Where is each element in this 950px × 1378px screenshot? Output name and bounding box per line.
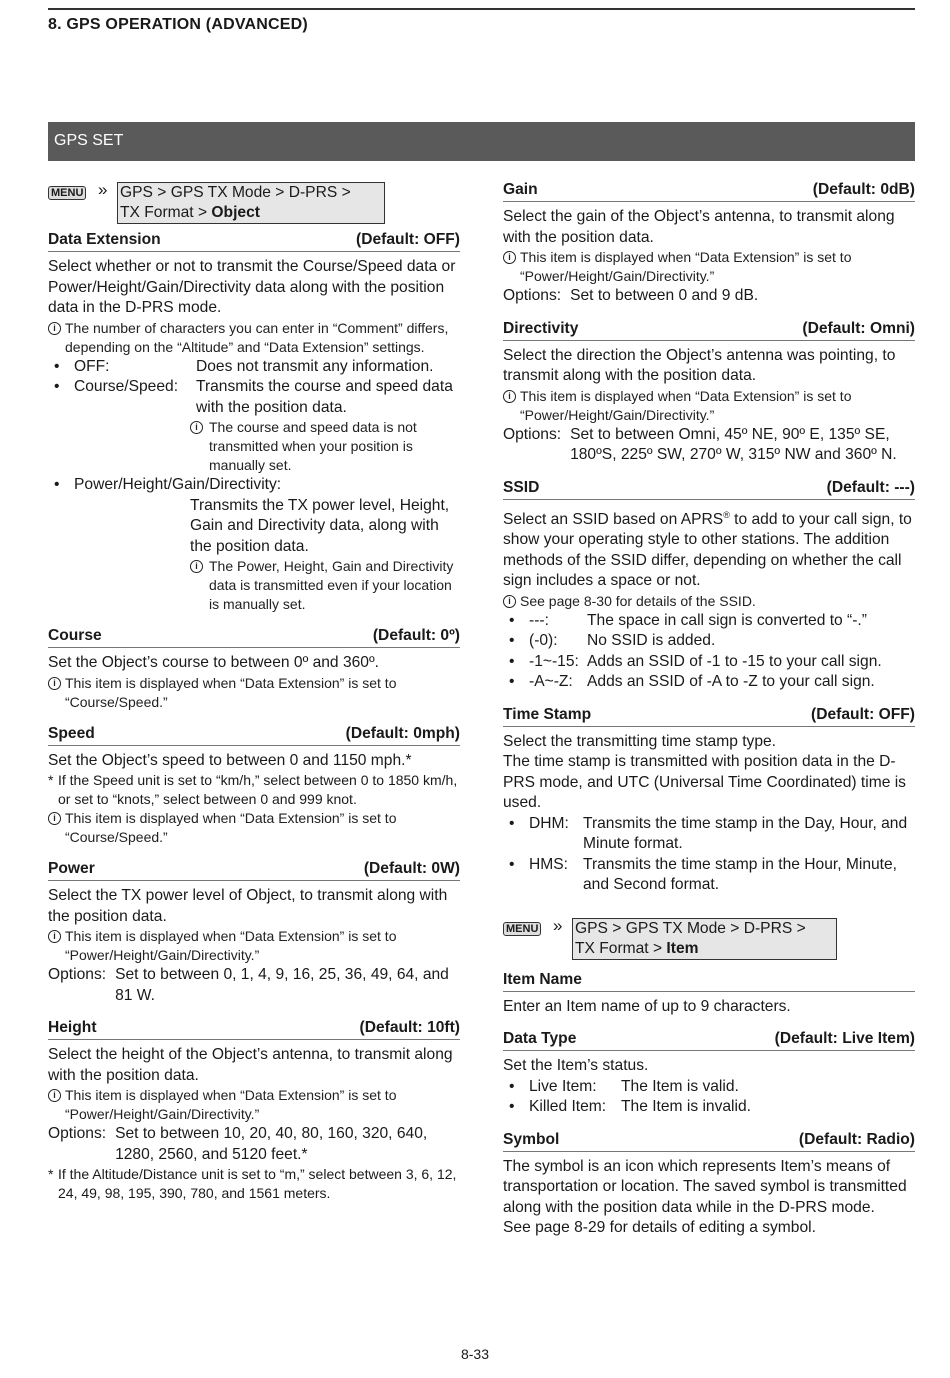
height-heading: Height (Default: 10ft): [48, 1018, 460, 1040]
bullet-icon: •: [54, 476, 60, 493]
bullet-icon: •: [509, 611, 515, 629]
info-icon: i: [48, 930, 61, 943]
menu-path-line1: GPS > GPS TX Mode > D-PRS >: [120, 184, 351, 201]
page-number: 8-33: [460, 1346, 490, 1362]
info-icon: i: [503, 390, 516, 403]
data-extension-heading: Data Extension (Default: OFF): [48, 230, 460, 252]
left-column: [48, 180, 460, 1203]
item-name-body: Enter an Item name of up to 9 characters.: [503, 997, 791, 1015]
power-heading: Power (Default: 0W): [48, 859, 460, 881]
item-name-heading: Item Name: [503, 970, 915, 992]
gain-note: i This item is displayed when “Data Extension” is set to “Power/Height/Gain/Directivity.”: [503, 248, 915, 286]
menu-path-box: GPS > GPS TX Mode > D-PRS > TX Format > Item: [572, 918, 837, 960]
data-type-heading: Data Type (Default: Live Item): [503, 1029, 915, 1051]
power-body: Select the TX power level of Object, to transmit along with the position data.: [48, 887, 448, 925]
directivity-note: i This item is displayed when “Data Extension” is set to “Power/Height/Gain/Directivity.”: [503, 387, 915, 425]
timestamp-heading: Time Stamp (Default: OFF): [503, 705, 915, 727]
symbol-heading: Symbol (Default: Radio): [503, 1130, 915, 1152]
ssid-heading: SSID (Default: ---): [503, 478, 915, 500]
list-item: • Live Item: The Item is valid.: [503, 1077, 915, 1098]
gain-heading: Gain (Default: 0dB): [503, 180, 915, 202]
symbol-body: The symbol is an icon which represents Item’s means of transportation or location. The saved symbol is transmitted along with the position data while in the D-PRS mode.: [503, 1157, 907, 1216]
timestamp-body: Select the transmitting time stamp type.: [503, 732, 777, 750]
directivity-body: Select the direction the Object’s antenna was pointing, to transmit along with the position data.: [503, 346, 896, 384]
power-note: i This item is displayed when “Data Extension” is set to “Power/Height/Gain/Directivity.”: [48, 927, 460, 965]
ssid-note: i See page 8-30 for details of the SSID.: [503, 592, 915, 611]
height-body: Select the height of the Object’s antenna, to transmit along with the position data.: [48, 1046, 453, 1084]
info-icon: i: [503, 251, 516, 264]
list-item: • Course/Speed: Transmits the course and speed data with the position data.: [48, 377, 460, 418]
directivity-options: Options: Set to between Omni, 45º NE, 90º E, 135º SE, 180ºS, 225º SW, 270º W, 315º NW and 360º N.: [503, 425, 897, 463]
list-item: • DHM: Transmits the time stamp in the Day, Hour, and Minute format.: [503, 814, 915, 855]
raquo-icon: »: [553, 915, 563, 935]
directivity-heading: Directivity (Default: Omni): [503, 319, 915, 341]
menu-path-line2: TX Format >: [120, 204, 212, 221]
speed-footnote: * If the Speed unit is set to “km/h,” select between 0 to 1850 km/h, or set to “knots,” select between 0 and 999 knot.: [48, 772, 458, 807]
bullet-icon: •: [509, 1098, 515, 1116]
bullet-icon: •: [509, 652, 515, 670]
course-body: Set the Object’s course to between 0º and 360º.: [48, 654, 379, 671]
height-footnote: * If the Altitude/Distance unit is set to “m,” select between 3, 6, 12, 24, 49, 98, 195, 390, 780, and 1561 meters.: [48, 1166, 457, 1201]
list-item: • ---: The space in call sign is converted to “-.”: [503, 611, 915, 632]
info-icon: i: [48, 812, 61, 825]
menu-path-object: [48, 180, 460, 222]
info-icon: i: [190, 421, 203, 434]
ssid-body: Select an SSID based on APRS® to add to your call sign, to show your operating style to other stations. The addition methods of the SSID differ, depending on whether the call sign includes a space or not.: [503, 509, 912, 590]
info-icon: i: [503, 595, 516, 608]
list-item: • -A~-Z: Adds an SSID of -A to -Z to your call sign.: [503, 672, 915, 693]
speed-body: Set the Object’s speed to between 0 and 1150 mph.*: [48, 751, 412, 769]
list-item: • (-0): No SSID is added.: [503, 631, 915, 652]
course-heading: Course (Default: 0º): [48, 626, 460, 648]
raquo-icon: »: [98, 180, 108, 199]
symbol-body-2: See page 8-29 for details of editing a symbol.: [503, 1219, 816, 1237]
bullet-icon: •: [54, 357, 60, 375]
bullet-icon: •: [54, 378, 60, 395]
list-item: • Power/Height/Gain/Directivity:: [48, 475, 460, 496]
course-speed-note: i The course and speed data is not transmitted when your position is manually set.: [190, 418, 460, 475]
gain-body: Select the gain of the Object’s antenna, to transmit along with the position data.: [503, 208, 895, 246]
power-options: Options: Set to between 0, 1, 4, 9, 16, 25, 36, 49, 64, and 81 W.: [48, 966, 449, 1004]
gain-options: Options: Set to between 0 and 9 dB.: [503, 287, 759, 304]
menu-path-item: [503, 916, 915, 958]
list-item: • -1~-15: Adds an SSID of -1 to -15 to your call sign.: [503, 652, 915, 673]
bullet-icon: •: [509, 673, 515, 691]
speed-note: i This item is displayed when “Data Extension” is set to “Course/Speed.”: [48, 809, 460, 847]
data-type-body: Set the Item’s status.: [503, 1057, 649, 1075]
height-options: Options: Set to between 10, 20, 40, 80, 160, 320, 640, 1280, 2560, and 5120 feet.*: [48, 1125, 428, 1163]
phgd-description: Transmits the TX power level, Height, Gain and Directivity data, along with the position data.: [190, 496, 450, 555]
chapter-title: 8. GPS OPERATION (ADVANCED): [48, 16, 308, 33]
list-item: • HMS: Transmits the time stamp in the Hour, Minute, and Second format.: [503, 855, 915, 896]
list-item: • Killed Item: The Item is invalid.: [503, 1097, 915, 1118]
right-column: [503, 180, 915, 1239]
bullet-icon: •: [509, 632, 515, 650]
info-icon: i: [48, 677, 61, 690]
top-rule: [48, 8, 915, 10]
menu-path-box: [117, 182, 385, 224]
menu-key-icon: MENU: [48, 186, 86, 200]
data-extension-body: Select whether or not to transmit the Course/Speed data or Power/Height/Gain/Directivity data along with the position data in the D-PRS mode.: [48, 258, 456, 316]
bullet-icon: •: [509, 855, 515, 873]
section-banner: [48, 122, 915, 161]
course-note: i This item is displayed when “Data Extension” is set to “Course/Speed.”: [48, 674, 460, 712]
info-icon: i: [48, 322, 61, 335]
phgd-note: i The Power, Height, Gain and Directivity data is transmitted even if your location is manually set.: [190, 557, 460, 614]
speed-heading: Speed (Default: 0mph): [48, 724, 460, 746]
info-icon: i: [48, 1089, 61, 1102]
data-extension-note: i The number of characters you can enter in “Comment” differs, depending on the “Altitude” and “Data Extension” settings.: [48, 319, 460, 357]
height-note: i This item is displayed when “Data Extension” is set to “Power/Height/Gain/Directivity.”: [48, 1086, 460, 1124]
list-item: • OFF: Does not transmit any information.: [48, 357, 460, 378]
menu-path-target: Object: [211, 204, 260, 221]
info-icon: i: [190, 560, 203, 573]
bullet-icon: •: [509, 814, 515, 832]
menu-key-icon: MENU: [503, 922, 541, 936]
bullet-icon: •: [509, 1077, 515, 1095]
section-title: GPS SET: [54, 132, 124, 149]
timestamp-body-2: The time stamp is transmitted with position data in the D-PRS mode, and UTC (Universal Time Coordinated) time is used.: [503, 753, 906, 812]
